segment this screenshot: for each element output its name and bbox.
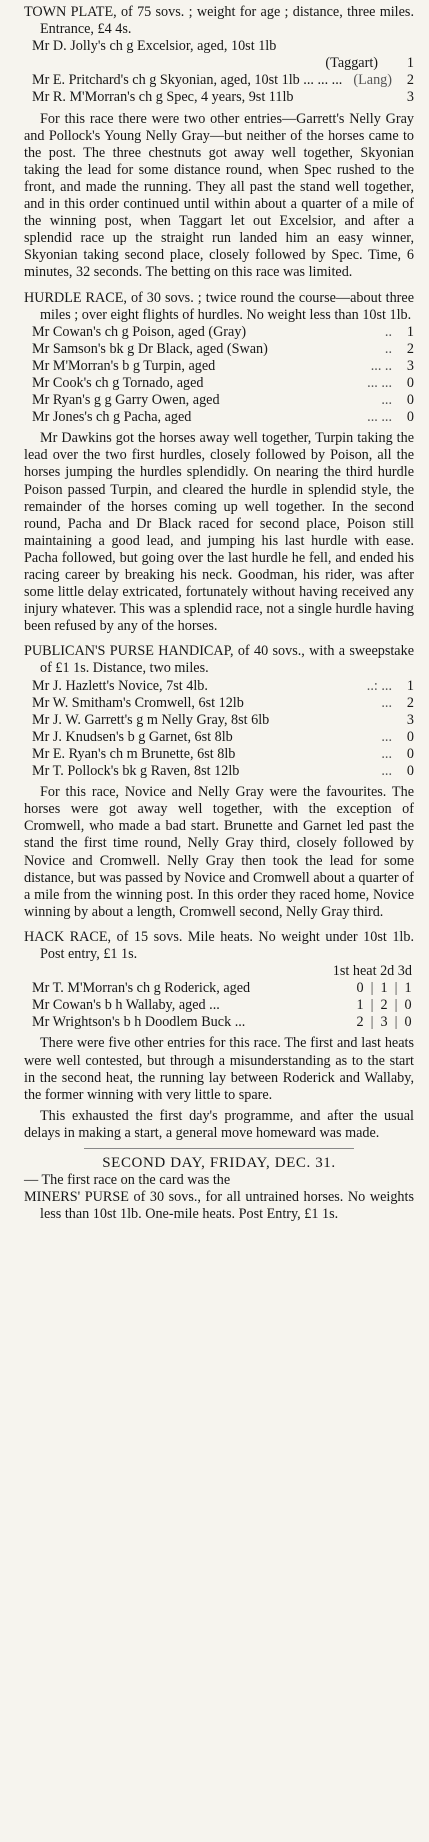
- town-plate-heading: TOWN PLATE, of 75 sovs. ; weight for age ; distance, three miles. Entrance, £4 4s.: [24, 4, 414, 38]
- entry-jockey: (Lang): [353, 72, 392, 89]
- town-plate-entry: [24, 38, 414, 72]
- hurdle-race-results: [24, 324, 414, 427]
- publicans-purse-heading: PUBLICAN'S PURSE HANDICAP, of 40 sovs., with a sweepstake of £1 1s. Distance, two miles.: [24, 643, 414, 677]
- result-row: Mr J. Hazlett's Novice, 7st 4lb. ..: ... 1: [32, 677, 414, 694]
- result-row: Mr Samson's bk g Dr Black, aged (Swan) .. 2: [32, 340, 414, 357]
- hack-race-report: There were five other entries for this race. The first and last heats were well contested, but through a misunderstanding as to the start in the second heat, the running lay between Roderick and Wallaby, the former winning with very little to spare.: [24, 1035, 414, 1103]
- publicans-purse-results: [24, 678, 414, 781]
- town-plate-entry: [24, 89, 414, 106]
- entry-name: Mr R. M'Morran's ch g Spec, 4 years, 9st 11lb: [32, 89, 294, 106]
- entry-place: 3: [406, 89, 414, 106]
- section-divider: [84, 1148, 354, 1149]
- result-row: Mr T. Pollock's bk g Raven, 8st 12lb ... 0: [32, 763, 414, 780]
- result-row: Mr Cowan's ch g Poison, aged (Gray) .. 1: [32, 323, 414, 340]
- heat-column-header: 1st heat 2d 3d: [332, 963, 412, 980]
- second-day-heading: SECOND DAY, FRIDAY, DEC. 31.: [102, 1155, 336, 1171]
- entry-place: 1: [406, 55, 414, 72]
- result-row: Mr J. W. Garrett's g m Nelly Gray, 8st 6lb 3: [32, 711, 414, 728]
- hack-race-heading: HACK RACE, of 15 sovs. Mile heats. No weight under 10st 1lb. Post entry, £1 1s.: [24, 928, 414, 962]
- heat-row: Mr T. M'Morran's ch g Roderick, aged 0 | 1 | 1: [32, 980, 412, 997]
- hurdle-race-heading: HURDLE RACE, of 30 sovs. ; twice round the course—about three miles ; over eight flights of hurdles. No weight less than 10st 1lb.: [24, 289, 414, 323]
- publicans-purse-report: For this race, Novice and Nelly Gray were the favourites. The horses were got away well together, with the exception of Cromwell, who made a bad start. Brunette and Garnet led past the stand the first time round, Nelly Gray third, closely followed by Novice and Cromwell. Nelly Gray then took the lead for some distance, but was passed by Novice and Cromwell about a quarter of a mile from the winning post. In this order they raced home, Novice winning by about a length, Cromwell second, Nelly Gray third.: [24, 784, 414, 920]
- entry-name: Mr E. Pritchard's ch g Skyonian, aged, 10st 1lb ... ... ...: [32, 72, 343, 89]
- result-row: Mr Cook's ch g Tornado, aged ... ... 0: [32, 374, 414, 391]
- town-plate-report: For this race there were two other entries—Garrett's Nelly Gray and Pollock's Young Nelly Gray—but neither of the horses came to the post. The three chestnuts got away well together, Skyonian taking the lead for some distance round, when Spec rushed to the front, and made the running. They all past the stand well together, and in this order continued until within about a quarter of a mile of the winning post, when Taggart let out Excelsior, and after a splendid race up the straight run landed him an easy winner, Skyonian taking second place, closely followed by Spec. Time, 6 minutes, 32 seconds. The betting on this race was limited.: [24, 110, 414, 281]
- result-row: Mr Ryan's g g Garry Owen, aged ... 0: [32, 392, 414, 409]
- heat-row: Mr Cowan's b h Wallaby, aged ... 1 | 2 | 0: [32, 997, 412, 1014]
- first-day-closing: This exhausted the first day's programme, and after the usual delays in making a start, a general move homeward was made.: [24, 1107, 414, 1141]
- result-row: Mr E. Ryan's ch m Brunette, 6st 8lb ... 0: [32, 745, 414, 762]
- heat-row: Mr Wrightson's b h Doodlem Buck ... 2 | 3 | 0: [32, 1014, 412, 1031]
- entry-place: 2: [406, 72, 414, 89]
- result-row: Mr W. Smitham's Cromwell, 6st 12lb ... 2: [32, 694, 414, 711]
- second-day-intro: — The first race on the card was the: [24, 1172, 231, 1189]
- hurdle-race-report: Mr Dawkins got the horses away well together, Turpin taking the lead over the two first hurdles, closely followed by Poison, all the horses jumping the hurdles splendidly. On nearing the third hurdle Poison passed Turpin, and cleared the hurdle in splendid style, the remainder of the horses coming up well together. In the second round, Pacha and Dr Black raced for second place, Poison still maintaining a good lead, and jumping his last hurdle with ease. Pacha followed, but going over the last hurdle he fell, and ended his racing career by breaking his neck. Goodman, his rider, was after some little delay extricated, fortunately without having received any injury whatever. This was a splendid race, not a single hurdle having been refused by any of the horses.: [24, 430, 414, 635]
- result-row: Mr Jones's ch g Pacha, aged ... ... 0: [32, 409, 414, 426]
- entry-name: Mr D. Jolly's ch g Excelsior, aged, 10st 1lb: [32, 38, 277, 55]
- entry-jockey: (Taggart): [325, 55, 378, 72]
- result-row: Mr M'Morran's b g Turpin, aged ... .. 3: [32, 357, 414, 374]
- town-plate-entry: [24, 72, 414, 89]
- miners-purse-heading: MINERS' PURSE of 30 sovs., for all untrained horses. No weights less than 10st 1lb. One-mile heats. Post Entry, £1 1s.: [24, 1189, 414, 1223]
- hack-race-results: [24, 980, 414, 1031]
- result-row: Mr J. Knudsen's b g Garnet, 6st 8lb ... 0: [32, 728, 414, 745]
